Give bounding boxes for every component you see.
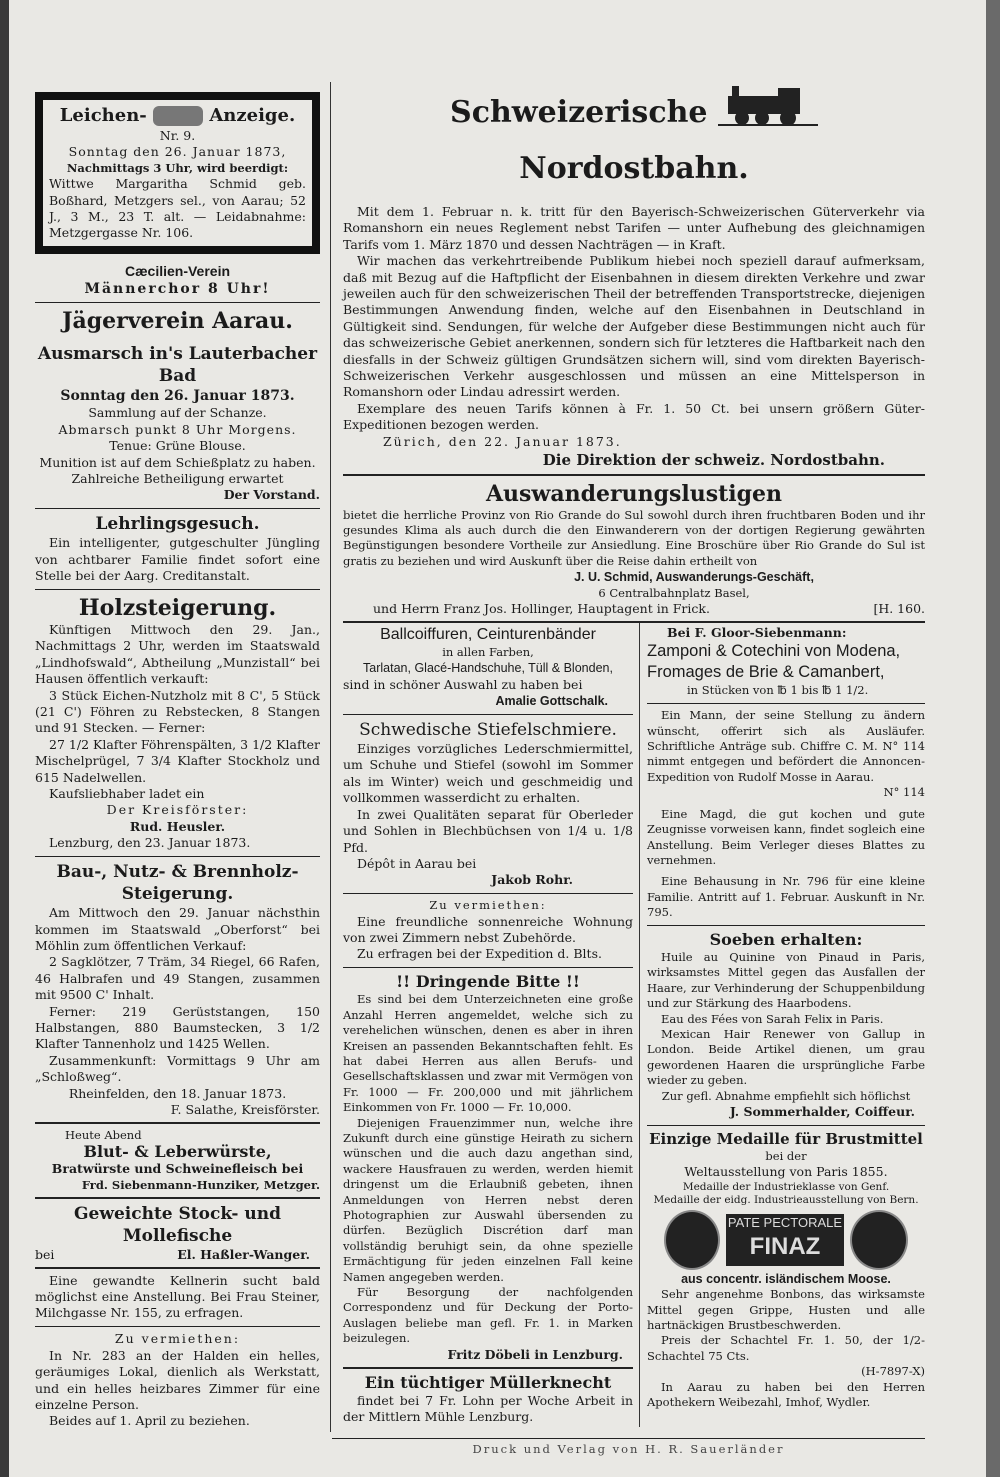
caecilien-sub: Männerchor 8 Uhr! xyxy=(84,280,271,297)
caecilien-notice xyxy=(35,262,320,298)
page-edge-right xyxy=(986,0,1000,1477)
jaegerverein-notice xyxy=(35,307,320,503)
eagle-seal-icon xyxy=(850,1210,908,1270)
divider xyxy=(35,1267,320,1269)
imprint: Druck und Verlag von H. R. Sauerländer xyxy=(332,1438,925,1457)
schwed-line: Dépôt in Aarau bei xyxy=(357,855,477,871)
magd-text: Eine Magd, die gut kochen und gute Zeugnisse vorweisen kann, findet sogleich eine Anstellung. Beim Verleger dieses Blattes zu vernehmen. xyxy=(647,806,925,867)
verm2-title: Zu vermiethen: xyxy=(429,898,547,913)
divider xyxy=(343,893,633,895)
logo-text: PATE PECTORALE xyxy=(727,1214,843,1230)
soeben-sign: J. Sommerhalder, Coiffeur. xyxy=(729,1104,915,1120)
wurst-title: Blut- & Leberwürste, xyxy=(83,1142,272,1162)
medaille-line: aus concentr. isländischem Moose. xyxy=(681,1271,891,1286)
fische-bei: bei xyxy=(35,1246,55,1262)
ornament-icon xyxy=(153,106,203,126)
lehrling-notice xyxy=(35,513,320,584)
bitte-paragraph: Für Besorgung der nachfolgenden Correspondenz und für Deckung der Porto-Auslagen beliebe man gefl. Fr. 1. in Marken beizulegen. xyxy=(343,1285,633,1346)
vermiethen-text: In Nr. 283 an der Halden ein helles, geräumiges Lokal, dienlich als Werkstatt, und ein helles heizbares Zimmer für eine einzelne Person. xyxy=(35,1347,320,1412)
obituary-time: Nachmittags 3 Uhr, wird beerdigt: xyxy=(66,160,289,175)
schwed-sign: Jakob Rohr. xyxy=(491,872,573,888)
behausung-notice xyxy=(647,874,925,920)
medaille-code: (H-7897-X) xyxy=(861,1364,925,1379)
bau-title: Bau-, Nutz- & Brennholz-Steigerung. xyxy=(56,862,299,905)
divider xyxy=(343,1367,633,1369)
divider xyxy=(35,302,320,304)
gloor-line: in Stücken von ℔ 1 bis ℔ 1 1/2. xyxy=(687,683,869,698)
right-column xyxy=(330,82,925,1432)
jaeger-line: Sammlung auf der Schanze. xyxy=(88,405,267,421)
ausw-code: [H. 160. xyxy=(873,601,925,617)
vermiethen-line: Beides auf 1. April zu beziehen. xyxy=(49,1413,250,1429)
nob-paragraph: Wir machen das verkehrtreibende Publikum hiebei noch speziell darauf aufmerksam, daß mit Bezug auf die Haftpflicht der Eisenbahnen in diesem direkten Verkehre und zwar jeweilen auch für den schweizerischen Theil der betreffenden Transportstrecke, diejenigen Bestimmungen Anwendung finden, welche auf den Eisenbahnen in Deutschland in Gültigkeit sind. Sendungen, für welche der Aufgeber diese Bestimmungen nicht auch für das schweizerische Gebiet anerkennen, sondern sich für letzteres die Haftbarkeit nach den diesfalls in der Schweiz gültigen Grundsätzen sichern will, sind vom direkten Bayerisch-Schweizerischen Verkehr ausgeschlossen und müssen an eine Mittelsperson in Romanshorn oder Lindau adressirt werden. xyxy=(343,253,925,400)
lehrling-text: Ein intelligenter, gutgeschulter Jüngling von achtbarer Familie findet sofort eine Stelle bei der Aarg. Creditanstalt. xyxy=(35,535,320,584)
holz-line: Der Kreisförster: xyxy=(106,802,249,818)
jaeger-line: Tenue: Grüne Blouse. xyxy=(109,438,246,454)
divider xyxy=(647,925,925,927)
bitte-title: !! Dringende Bitte !! xyxy=(396,972,580,992)
obituary-text: Wittwe Margaritha Schmid geb. Boßhard, Metzgers sel., von Aarau; 52 J., 3 M., 23 T. alt. — Leidabnahme: Metzgergasse Nr. 106. xyxy=(49,176,306,241)
divider xyxy=(35,1197,320,1199)
medaille-line: Weltausstellung von Paris 1855. xyxy=(684,1164,888,1180)
medaille-title: Einzige Medaille für Brustmittel xyxy=(649,1130,923,1148)
jaeger-line: Munition ist auf dem Schießplatz zu haben. xyxy=(39,454,316,470)
gloor-notice xyxy=(647,625,925,699)
mueller-title: Ein tüchtiger Müllerknecht xyxy=(364,1372,612,1392)
bau-line: 2 Sagklötzer, 7 Träm, 34 Riegel, 66 Rafen, 46 Halbrafen und 49 Stangen, zusammen mit 9500 C' Inhalt. xyxy=(35,954,320,1003)
bitte-sign: Fritz Döbeli in Lenzburg. xyxy=(447,1346,623,1362)
holz-text: Künftigen Mittwoch den 29. Jan., Nachmittags 2 Uhr, werden im Staatswald „Lindhofswald“, Abtheilung „Munzistall“ bei Hausen öffentlich verkauft: xyxy=(35,622,320,687)
logo-text-2: FINAZ xyxy=(749,1232,821,1260)
nob-sign: Die Direktion der schweiz. Nordostbahn. xyxy=(542,451,885,470)
right-subcolumn-left xyxy=(343,623,639,1427)
ball-line: sind in schöner Auswahl zu haben bei xyxy=(343,676,583,692)
nob-title: Schweizerische xyxy=(450,95,708,130)
mueller-text: findet bei 7 Fr. Lohn per Woche Arbeit in der Mittlern Mühle Lenzburg. xyxy=(343,1392,633,1424)
jaeger-date: Sonntag den 26. Januar 1873. xyxy=(60,388,295,405)
schwed-text: Einziges vorzügliches Lederschmiermittel, um Schuhe und Stiefel (sowohl im Sommer als im Winter) weich und geschmeidig und vollkommen wasserdicht zu erhalten. xyxy=(343,741,633,806)
ausw-sign: J. U. Schmid, Auswanderungs-Geschäft, xyxy=(574,570,814,585)
lehrling-title: Lehrlingsgesuch. xyxy=(95,514,260,535)
obituary-title: Leichen- xyxy=(59,105,147,126)
schwed-line: In zwei Qualitäten separat für Oberleder und Sohlen in Blechbüchsen von 1/4 u. 1/8 Pfd. xyxy=(343,806,633,855)
medaille-paragraph: Sehr angenehme Bonbons, das wirksamste Mittel gegen Grippe, Husten und alle hartnäckigen Brustbeschwerden. xyxy=(647,1287,925,1333)
vermiethen-notice xyxy=(35,1331,320,1429)
gloor-title: Zamponi & Cotechini von Modena, Fromages de Brie & Camanbert, xyxy=(647,642,901,682)
verm2-line: Zu erfragen bei der Expedition d. Blts. xyxy=(357,946,602,962)
ball-line: Tarlatan, Glacé-Handschuhe, Tüll & Blonden, xyxy=(363,661,613,676)
soeben-paragraph: Mexican Hair Renewer von Gallup in London. Beide Artikel dienen, um grau gewordenen Haaren die ursprüngliche Farbe wieder zu geben. xyxy=(647,1027,925,1088)
divider xyxy=(647,703,925,705)
divider xyxy=(343,967,633,969)
finaz-logo xyxy=(647,1209,925,1271)
jaeger-line: Zahlreiche Betheiligung erwartet xyxy=(71,470,284,486)
wurst-notice xyxy=(35,1128,320,1193)
soeben-paragraph: Eau des Fées von Sarah Felix in Paris. xyxy=(661,1011,884,1026)
soeben-line: Zur gefl. Abnahme empfiehlt sich höflichst xyxy=(661,1088,911,1103)
bau-notice xyxy=(35,861,320,1118)
fische-sign: El. Haßler-Wanger. xyxy=(177,1246,310,1262)
bau-line: Ferner: 219 Gerüststangen, 150 Halbstangen, 880 Baumstecken, 3 1/2 Klafter Tannenholz und 1425 Wellen. xyxy=(35,1003,320,1052)
nordostbahn-notice xyxy=(343,84,925,470)
ausw-addr: 6 Centralbahnplatz Basel, xyxy=(598,585,750,600)
kellnerin-text: Eine gewandte Kellnerin sucht bald möglichst eine Anstellung. Bei Frau Steiner, Milchgasse Nr. 155, zu erfragen. xyxy=(35,1272,320,1321)
dringende-bitte-notice xyxy=(343,972,633,1363)
divider xyxy=(343,474,925,476)
page-edge-left xyxy=(0,0,9,1477)
medaille-line: Medaille der eidg. Industrieausstellung von Bern. xyxy=(653,1193,919,1206)
bau-sign: F. Salathe, Kreisförster. xyxy=(170,1102,320,1118)
divider xyxy=(35,856,320,858)
fische-notice xyxy=(35,1203,320,1263)
bau-line: Zusammenkunft: Vormittags 9 Uhr am „Schloßweg“. xyxy=(35,1052,320,1085)
ball-title: Ballcoiffuren, Ceinturenbänder xyxy=(380,625,596,643)
holz-date: Lenzburg, den 23. Januar 1873. xyxy=(49,835,251,851)
bau-date: Rheinfelden, den 18. Januar 1873. xyxy=(68,1085,287,1101)
obituary-date: Sonntag den 26. Januar 1873, xyxy=(68,144,287,160)
ausw-text: bietet die herrliche Provinz von Rio Grande do Sul sowohl durch ihren fruchtbaren Boden und ihr gesundes Klima als auch durch die den Einwanderern von der dortigen Regierung gewährten Begünstigungen besondere Vortheile zur Ansiedlung. Eine Broschüre über Rio Grande do Sul ist gratis zu beziehen und wird Auskunft über die Reise dahin ertheilt von xyxy=(343,507,925,568)
divider xyxy=(35,1122,320,1124)
medaille-line: bei der xyxy=(765,1149,807,1163)
holz-line: 3 Stück Eichen-Nutzholz mit 8 C', 5 Stück (21 C') Föhren zu Rebstecken, 8 Stangen und 91 Stecken. — Ferner: xyxy=(35,687,320,736)
nob-date: Zürich, den 22. Januar 1873. xyxy=(383,433,622,449)
medaille-price: Preis der Schachtel Fr. 1. 50, der 1/2-Schachtel 75 Cts. xyxy=(647,1333,925,1363)
vermiethen-title: Zu vermiethen: xyxy=(114,1331,241,1347)
jaeger-sub: Ausmarsch in's Lauterbacher Bad xyxy=(37,344,318,387)
holz-sign: Rud. Heusler. xyxy=(129,818,226,834)
left-column xyxy=(35,82,330,1432)
portrait-medallion-icon xyxy=(664,1210,720,1270)
mann-code: N° 114 xyxy=(883,785,925,800)
holz-line: 27 1/2 Klafter Föhrenspälten, 3 1/2 Klafter Mischelprügel, 7 3/4 Klafter Stockholz und 615 Nadelwellen. xyxy=(35,736,320,785)
ball-line: in allen Farben, xyxy=(442,644,534,659)
stiefelschmiere-notice xyxy=(343,719,633,889)
bitte-paragraph: Es sind bei dem Unterzeichneten eine große Anzahl Herren angemeldet, welche sich zu verehelichen wünschen, denen es aber in ihren Kreisen an passenden Bekanntschaften fehlt. Es hat dabei Herren aus allen Berufs- und Gesellschaftsklassen und zwar mit Vermögen von Fr. 1000 — Fr. 200,000 und mit jährlichem Einkommen von Fr. 1000 — Fr. 10,000. xyxy=(343,992,633,1115)
ausw-line: und Herrn Franz Jos. Hollinger, Hauptagent in Frick. xyxy=(373,601,710,617)
magd-notice xyxy=(647,807,925,869)
holz-line: Kaufsliebhaber ladet ein xyxy=(49,786,205,802)
gloor-line: Bei F. Gloor-Siebenmann: xyxy=(667,624,847,640)
kellnerin-notice xyxy=(35,1273,320,1322)
behausung-text: Eine Behausung in Nr. 796 für eine kleine Familie. Antritt auf 1. Februar. Auskunft in Nr. 795. xyxy=(647,874,925,920)
divider xyxy=(35,1326,320,1328)
right-subcolumn-right xyxy=(639,623,925,1427)
bitte-paragraph: Diejenigen Frauenzimmer nun, welche ihre Zukunft durch eine günstige Heirath zu sichern wünschen und die auch dazu angethan sind, wackere Hausfrauen zu werden, werden hiemit dringenst um die Erlaubniß gebeten, ihnen Anmeldungen von Herren nebst deren Photographien zur Auswahl übersenden zu dürfen. Bezüglich Discrétion darf man vollständig beruhigt sein, da ohne spezielle Ermächtigung für jeden einzelnen Fall keine Namen angegeben werden. xyxy=(343,1115,633,1284)
nob-paragraph: Mit dem 1. Februar n. k. tritt für den Bayerisch-Schweizerischen Güterverkehr via Romanshorn ein neues Reglement nebst Tarifen — unter Aufhebung des gleichnamigen Tarifs vom 1. März 1870 und dessen Nachträgen — in Kraft. xyxy=(343,204,925,252)
ball-sign: Amalie Gottschalk. xyxy=(495,694,608,709)
medaille-line: Medaille der Industrieklasse von Genf. xyxy=(682,1180,890,1193)
fische-title: Geweichte Stock- und Mollefische xyxy=(73,1203,282,1246)
medaille-notice xyxy=(647,1130,925,1410)
soeben-paragraph: Huile au Quinine von Pinaud in Paris, wirksamstes Mittel gegen das Ausfallen der Haare, zur Verhinderung der Schuppenbildung und zur Stärkung des Haarbodens. xyxy=(647,950,925,1011)
muellerknecht-notice xyxy=(343,1373,633,1426)
ausw-title: Auswanderungslustigen xyxy=(485,480,782,507)
verm2-text: Eine freundliche sonnenreiche Wohnung von zwei Zimmern nebst Zubehörde. xyxy=(343,913,633,946)
wurst-line: Bratwürste und Schweinefleisch bei xyxy=(51,1161,304,1177)
obituary-notice xyxy=(35,92,320,254)
nob-title-2: Nordostbahn. xyxy=(519,151,749,186)
divider xyxy=(343,714,633,716)
divider xyxy=(35,589,320,591)
soeben-title: Soeben erhalten: xyxy=(709,930,863,950)
locomotive-icon xyxy=(718,84,818,144)
wurst-sign: Frd. Siebenmann-Hunziker, Metzger. xyxy=(81,1177,320,1192)
soeben-notice xyxy=(647,930,925,1120)
ballcoiffuren-notice xyxy=(343,625,633,710)
divider xyxy=(647,1125,925,1127)
jaeger-line: Abmarsch punkt 8 Uhr Morgens. xyxy=(58,421,297,437)
medaille-paragraph: In Aarau zu haben bei den Herren Apothekern Weibezahl, Imhof, Wydler. xyxy=(647,1379,925,1410)
wurst-line: Heute Abend xyxy=(65,1127,142,1142)
holz-title: Holzsteigerung. xyxy=(78,595,277,621)
auswanderung-notice xyxy=(343,480,925,618)
divider xyxy=(35,508,320,510)
jaeger-sign: Der Vorstand. xyxy=(223,487,320,503)
nob-paragraph: Exemplare des neuen Tarifs können à Fr. 1. 50 Ct. bei unsern größern Güter-Expeditionen bezogen werden. xyxy=(343,400,925,433)
obituary-title-2: Anzeige. xyxy=(209,105,296,126)
obituary-number: Nr. 9. xyxy=(159,128,196,143)
mann-text: Ein Mann, der seine Stellung zu ändern wünscht, offerirt sich als Ausläufer. Schriftliche Anträge sub. Chiffre C. M. N° 114 nimmt entgegen und befördert die Annoncen-Expedition von Rudolf Mosse in Aarau. xyxy=(647,708,925,784)
jaeger-title: Jägerverein Aarau. xyxy=(62,308,293,335)
mann-notice xyxy=(647,708,925,800)
schwed-title: Schwedische Stiefelschmiere. xyxy=(359,720,617,741)
caecilien-title: Cæcilien-Verein xyxy=(124,262,231,279)
holzsteigerung-notice xyxy=(35,594,320,852)
bau-text: Am Mittwoch den 29. Januar nächsthin kommen im Staatswald „Oberforst“ bei Möhlin zum öffentlichen Verkauf: xyxy=(35,905,320,953)
vermiethen2-notice xyxy=(343,898,633,963)
